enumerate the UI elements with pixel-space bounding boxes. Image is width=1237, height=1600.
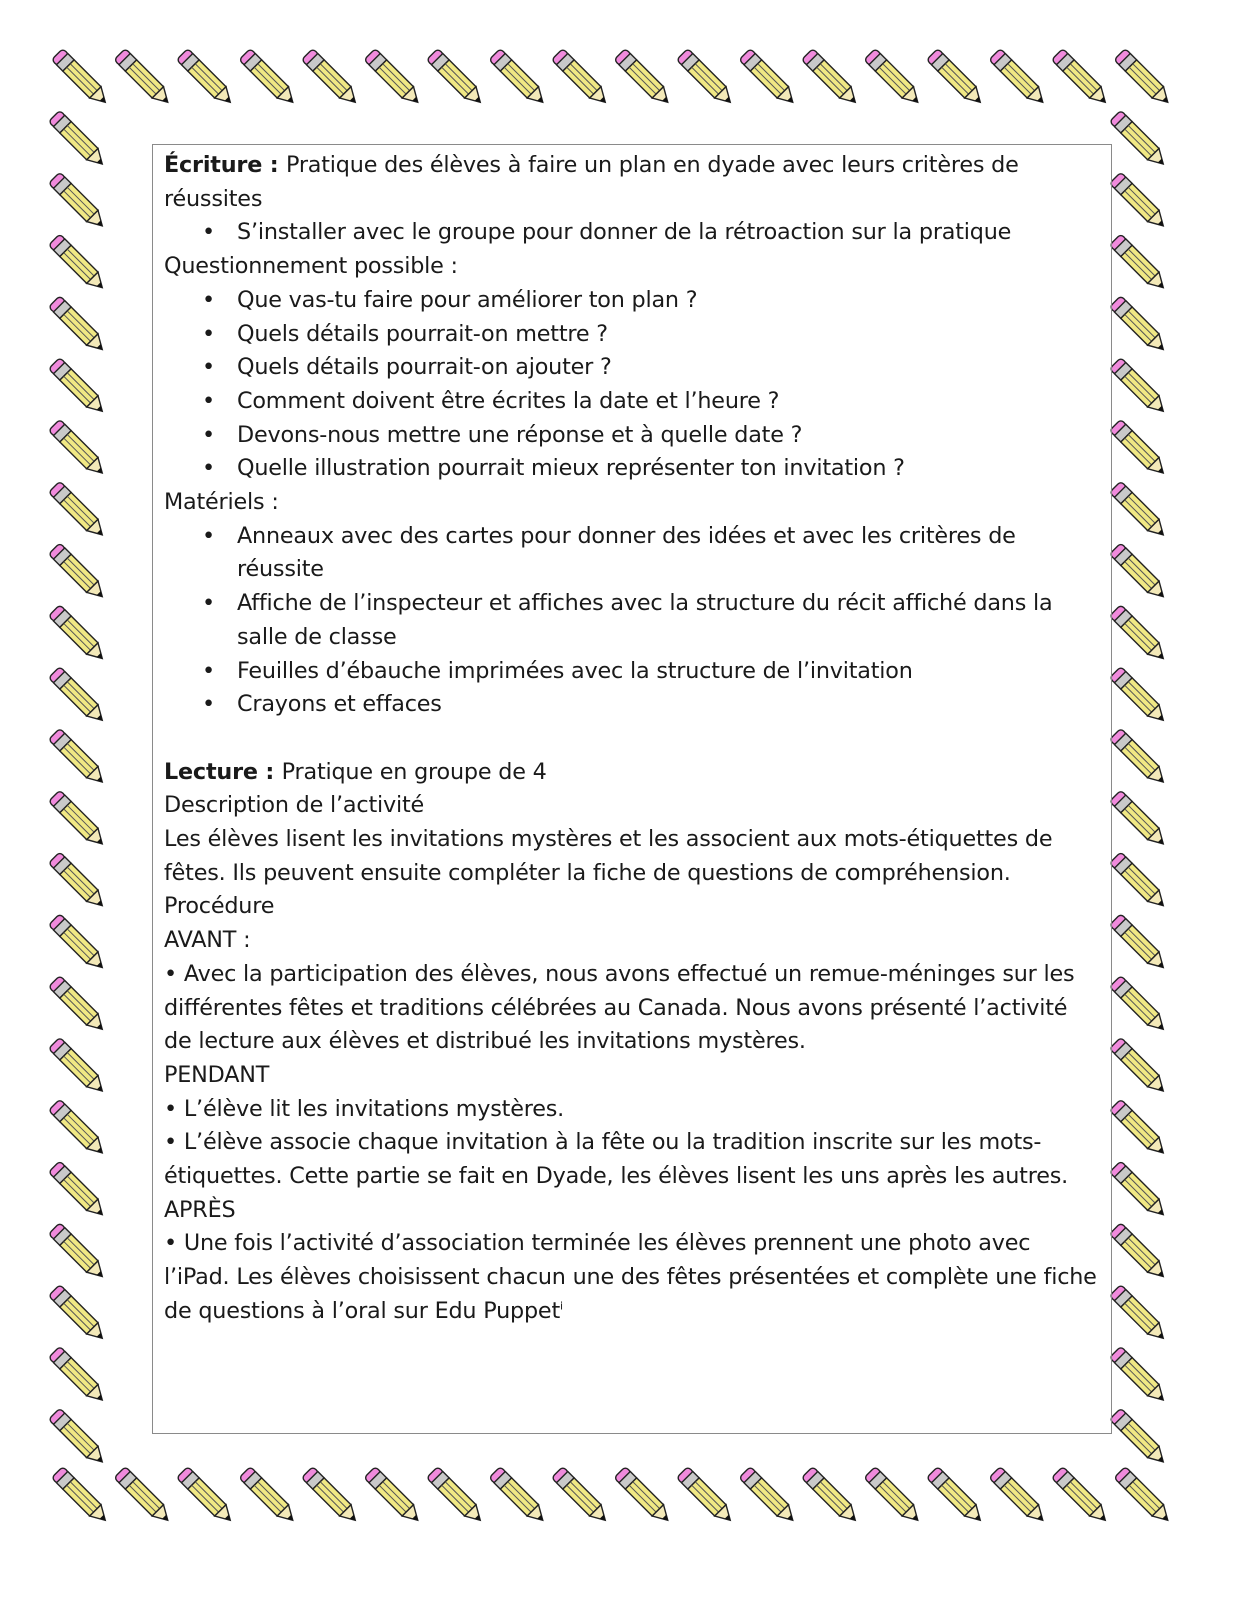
pencil-icon — [614, 49, 673, 108]
pencil-icon — [739, 1467, 798, 1526]
pencil-icon — [49, 481, 108, 540]
ecriture-paragraph — [164, 149, 1101, 216]
pencil-icon — [552, 49, 611, 108]
lecture-label: Lecture — [164, 758, 258, 785]
pencil-icon — [49, 296, 108, 355]
apres-text: • Une fois l’activité d’association terminée les élèves prennent une photo avec l’iPad. Les élèves choisissent chacun une des fêtes présentées et complète une fiche de questions à l’oral sur Edu Puppet — [164, 1230, 1097, 1324]
description-heading: Description de l’activité — [164, 792, 425, 819]
pencil-icon — [1110, 1285, 1169, 1344]
materials-list — [164, 520, 1101, 722]
pencil-icon — [52, 49, 111, 108]
pencil-icon — [364, 1467, 423, 1526]
pencil-icon — [1110, 1037, 1169, 1096]
questions-heading: Questionnement possible : — [164, 253, 458, 280]
pencil-icon — [552, 1467, 611, 1526]
pencil-icon — [1110, 1099, 1169, 1158]
pencil-icon — [1110, 1223, 1169, 1282]
apres-paragraph — [164, 1227, 1101, 1328]
pencil-icon — [427, 1467, 486, 1526]
pencil-icon — [1114, 1467, 1173, 1526]
pencil-icon — [1110, 852, 1169, 911]
pencil-icon — [52, 1467, 111, 1526]
pendant-item: • L’élève lit les invitations mystères. — [164, 1095, 565, 1122]
pencil-icon — [677, 49, 736, 108]
list-item: • Que vas-tu faire pour améliorer ton plan ? — [164, 284, 1101, 318]
pencil-icon — [114, 1467, 173, 1526]
pencil-icon — [1052, 1467, 1111, 1526]
pencil-icon — [1110, 667, 1169, 726]
pencil-icon — [177, 1467, 236, 1526]
pencil-icon — [49, 1161, 108, 1220]
pencil-icon — [1110, 914, 1169, 973]
pencil-icon — [239, 49, 298, 108]
pencil-icon — [1114, 49, 1173, 108]
pencil-icon — [1110, 358, 1169, 417]
pencil-icon — [927, 49, 986, 108]
pencil-icon — [489, 1467, 548, 1526]
avant-text: • Avec la participation des élèves, nous avons effectué un remue-méninges sur les différentes fêtes et traditions célébrées au Canada. Nous avons présenté l’activité de lecture aux élèves et distribué les invitations mystères. — [164, 960, 1075, 1055]
pencil-icon — [49, 1037, 108, 1096]
pencil-icon — [49, 1408, 108, 1467]
pencil-icon — [114, 49, 173, 108]
pencil-icon — [49, 419, 108, 478]
pendant-item: • L’élève associe chaque invitation à la fête ou la tradition inscrite sur les mots-étiquettes. Cette partie se fait en Dyade, les élèves lisent les uns après les autres. — [164, 1129, 1069, 1190]
lecture-paragraph — [164, 756, 1101, 790]
footnote-marker[interactable]: i — [560, 1299, 563, 1313]
pencil-icon — [49, 976, 108, 1035]
pencil-icon — [614, 1467, 673, 1526]
pencil-icon — [49, 1099, 108, 1158]
pencil-icon — [1110, 234, 1169, 293]
list-item: • Quelle illustration pourrait mieux représenter ton invitation ? — [164, 452, 1101, 486]
list-item: • Feuilles d’ébauche imprimées avec la structure de l’invitation — [164, 655, 1101, 689]
pencil-icon — [927, 1467, 986, 1526]
pencil-icon — [1052, 49, 1111, 108]
content-box — [152, 144, 1112, 1434]
pencil-icon — [49, 605, 108, 664]
list-item: • Anneaux avec des cartes pour donner des idées et avec les critères de réussite — [164, 520, 1101, 587]
pencil-icon — [1110, 1161, 1169, 1220]
ecriture-colon: : — [262, 152, 286, 178]
lecture-intro: Pratique en groupe de 4 — [281, 758, 547, 785]
list-item: • Crayons et effaces — [164, 688, 1101, 722]
pencil-icon — [677, 1467, 736, 1526]
list-item: • Comment doivent être écrites la date et l’heure ? — [164, 385, 1101, 419]
questions-list — [164, 284, 1101, 486]
pencil-icon — [49, 790, 108, 849]
pencil-icon — [739, 49, 798, 108]
pencil-icon — [1110, 543, 1169, 602]
pencil-icon — [177, 49, 236, 108]
pencil-icon — [989, 1467, 1048, 1526]
pencil-icon — [1110, 481, 1169, 540]
materials-heading: Matériels : — [164, 489, 279, 516]
pencil-icon — [1110, 790, 1169, 849]
pencil-icon — [1110, 419, 1169, 478]
pencil-icon — [49, 1223, 108, 1282]
pencil-icon — [1110, 1346, 1169, 1405]
apres-heading: APRÈS — [164, 1196, 236, 1223]
pencil-icon — [864, 1467, 923, 1526]
pencil-icon — [49, 1285, 108, 1344]
pencil-icon — [1110, 172, 1169, 231]
pencil-icon — [49, 358, 108, 417]
list-item: • Affiche de l’inspecteur et affiches avec la structure du récit affiché dans la salle de classe — [164, 587, 1101, 654]
pencil-icon — [364, 49, 423, 108]
pencil-icon — [49, 667, 108, 726]
pencil-icon — [489, 49, 548, 108]
pencil-icon — [1110, 728, 1169, 787]
pencil-icon — [1110, 605, 1169, 664]
lecture-colon: : — [257, 758, 282, 785]
pencil-icon — [1110, 1408, 1169, 1467]
pencil-icon — [1110, 976, 1169, 1035]
ecriture-intro: Pratique des élèves à faire un plan en dyade avec leurs critères de réussites — [164, 152, 1019, 212]
pencil-icon — [49, 110, 108, 169]
list-item: • Devons-nous mettre une réponse et à quelle date ? — [164, 419, 1101, 453]
pencil-icon — [302, 1467, 361, 1526]
list-item: • S’installer avec le groupe pour donner de la rétroaction sur la pratique — [164, 216, 1101, 250]
pencil-icon — [802, 1467, 861, 1526]
pencil-icon — [239, 1467, 298, 1526]
pencil-icon — [427, 49, 486, 108]
pencil-icon — [49, 543, 108, 602]
pencil-icon — [302, 49, 361, 108]
pencil-icon — [802, 49, 861, 108]
pendant-heading: PENDANT — [164, 1061, 270, 1088]
list-item: • Quels détails pourrait-on ajouter ? — [164, 351, 1101, 385]
pencil-icon — [989, 49, 1048, 108]
pencil-icon — [49, 172, 108, 231]
pencil-icon — [864, 49, 923, 108]
section-spacer — [164, 722, 1101, 756]
pencil-icon — [49, 728, 108, 787]
procedure-heading: Procédure — [164, 893, 275, 920]
pencil-icon — [1110, 110, 1169, 169]
pencil-icon — [49, 234, 108, 293]
ecriture-first-list — [164, 216, 1101, 250]
pencil-icon — [49, 914, 108, 973]
pencil-icon — [49, 852, 108, 911]
ecriture-label: Écriture — [164, 152, 263, 178]
pencil-icon — [1110, 296, 1169, 355]
description-text: Les élèves lisent les invitations mystères et les associent aux mots-étiquettes de fêtes. Ils peuvent ensuite compléter la fiche de questions de compréhension. — [164, 826, 1053, 886]
list-item: • Quels détails pourrait-on mettre ? — [164, 318, 1101, 352]
pencil-icon — [49, 1346, 108, 1405]
avant-heading: AVANT : — [164, 927, 251, 954]
